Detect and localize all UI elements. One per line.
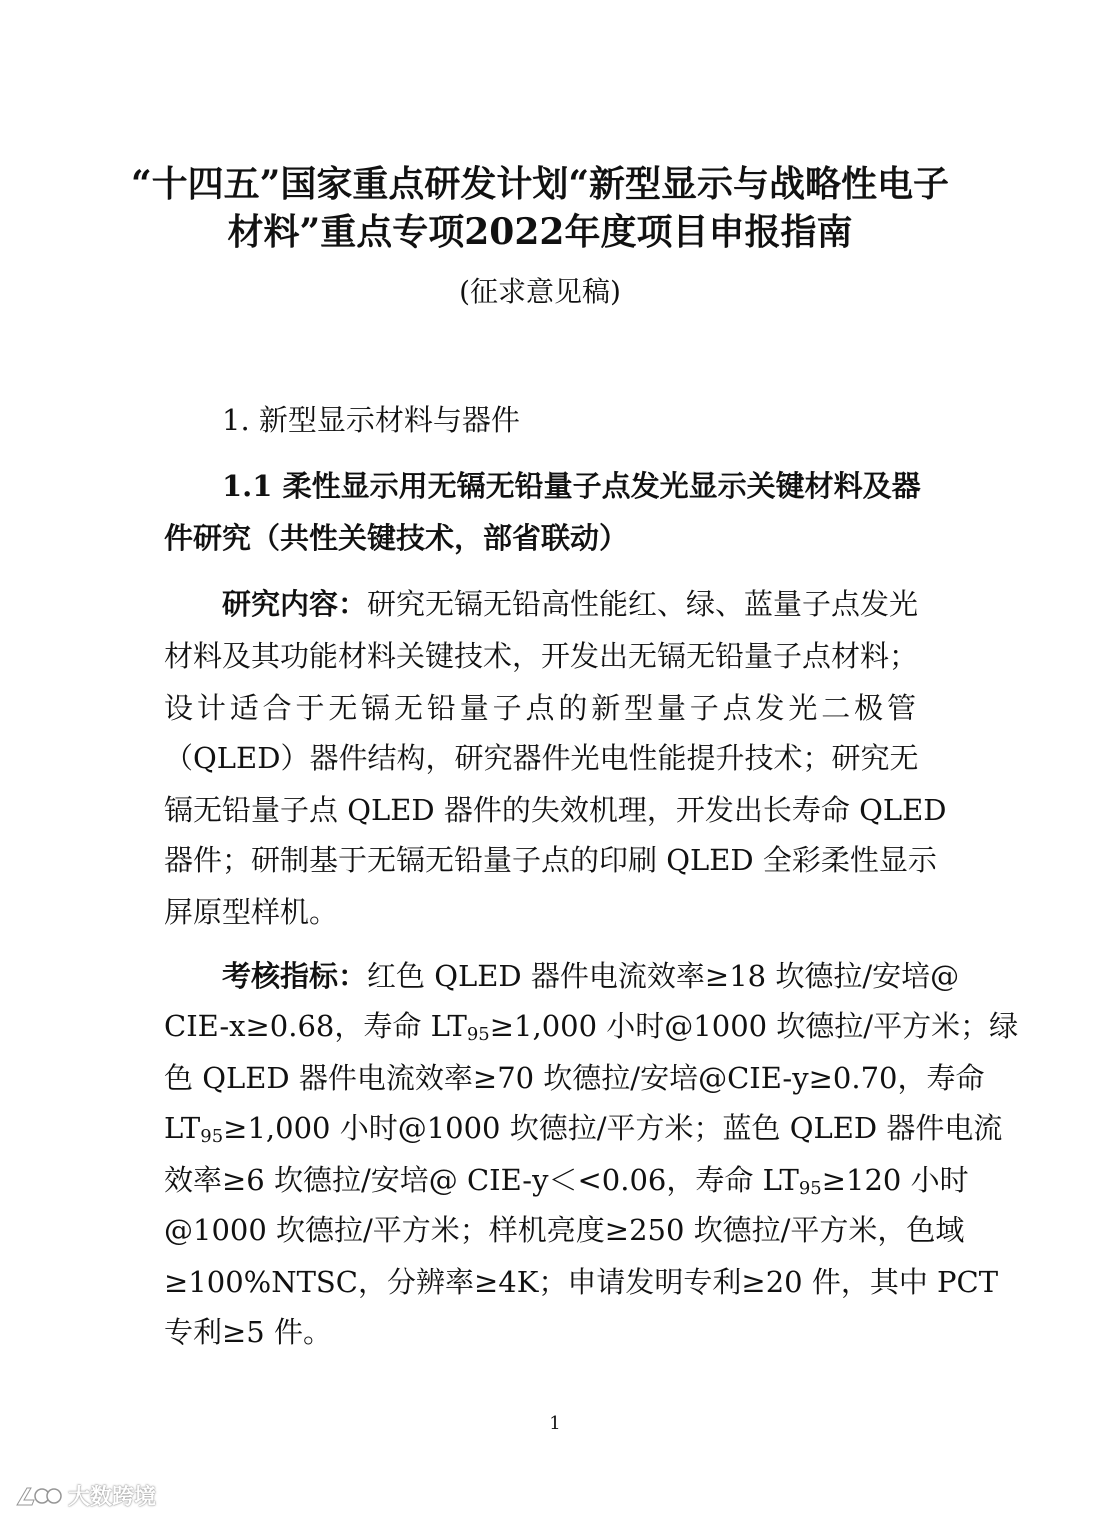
- assessment-line-6: @1000 坎德拉/平方米；样机亮度≥250 坎德拉/平方米，色域: [164, 1213, 965, 1247]
- document-subtitle: (征求意见稿): [459, 275, 621, 308]
- assessment-line-4-subscript: 95: [200, 1126, 224, 1147]
- subsection-title-text: 柔性显示用无镉无铅量子点发光显示关键材料及器: [282, 469, 921, 503]
- watermark-logo-icon: [14, 1483, 62, 1509]
- research-content-text-1: 研究无镉无铅高性能红、绿、蓝量子点发光: [367, 587, 919, 621]
- research-content-line-5: 镉无铅量子点 QLED 器件的失效机理，开发出长寿命 QLED: [164, 793, 947, 827]
- research-content-line-3: 设计适合于无镉无铅量子点的新型量子点发光二极管: [164, 691, 916, 725]
- section-heading: 1. 新型显示材料与器件: [222, 403, 520, 437]
- page-number: 1: [549, 1413, 561, 1434]
- assessment-line-2-subscript: 95: [466, 1024, 490, 1045]
- assessment-line-4: [164, 1108, 1003, 1157]
- research-content-line-6: 器件；研制基于无镉无铅量子点的印刷 QLED 全彩柔性显示: [164, 843, 937, 877]
- assessment-line-8: 专利≥5 件。: [164, 1315, 332, 1349]
- research-content-line-7: 屏原型样机。: [164, 895, 339, 929]
- assessment-line-2-pre: CIE-x≥0.68，寿命 LT: [164, 1009, 467, 1043]
- research-content-line-1: [222, 584, 919, 624]
- assessment-line-7: ≥100%NTSC，分辨率≥4K；申请发明专利≥20 件，其中 PCT: [164, 1265, 999, 1299]
- subsection-heading-line-1: [222, 466, 921, 506]
- subsection-number: 1.1: [222, 469, 273, 503]
- research-content-line-4: （QLED）器件结构，研究器件光电性能提升技术；研究无: [164, 741, 919, 775]
- research-content-line-2: 材料及其功能材料关键技术，开发出无镉无铅量子点材料；: [164, 639, 919, 673]
- assessment-line-5-post: ≥120 小时: [821, 1163, 969, 1197]
- assessment-line-4-pre: LT: [164, 1111, 201, 1145]
- assessment-line-1: [222, 956, 960, 996]
- assessment-line-3: 色 QLED 器件电流效率≥70 坎德拉/安培@CIE-y≥0.70，寿命: [164, 1061, 985, 1095]
- assessment-line-5-pre: 效率≥6 坎德拉/安培@ CIE-y＜<0.06，寿命 LT: [164, 1163, 799, 1197]
- assessment-line-4-post: ≥1,000 小时@1000 坎德拉/平方米；蓝色 QLED 器件电流: [223, 1111, 1003, 1145]
- document-title-line-2: 材料”重点专项2022年度项目申报指南: [227, 211, 853, 253]
- assessment-line-2-post: ≥1,000 小时@1000 坎德拉/平方米；绿: [489, 1009, 1019, 1043]
- document-title-line-1: “十四五”国家重点研发计划“新型显示与战略性电子: [130, 163, 950, 205]
- watermark: [14, 1480, 156, 1511]
- assessment-line-5: [164, 1160, 969, 1209]
- assessment-line-5-subscript: 95: [798, 1178, 822, 1199]
- subsection-heading-line-2: 件研究（共性关键技术，部省联动）: [164, 521, 629, 555]
- research-content-label: 研究内容：: [222, 587, 368, 621]
- watermark-text: 大数跨境: [68, 1485, 157, 1510]
- assessment-label: 考核指标：: [222, 959, 368, 993]
- assessment-text-1: 红色 QLED 器件电流效率≥18 坎德拉/安培@: [367, 959, 960, 993]
- assessment-line-2: [164, 1006, 1019, 1055]
